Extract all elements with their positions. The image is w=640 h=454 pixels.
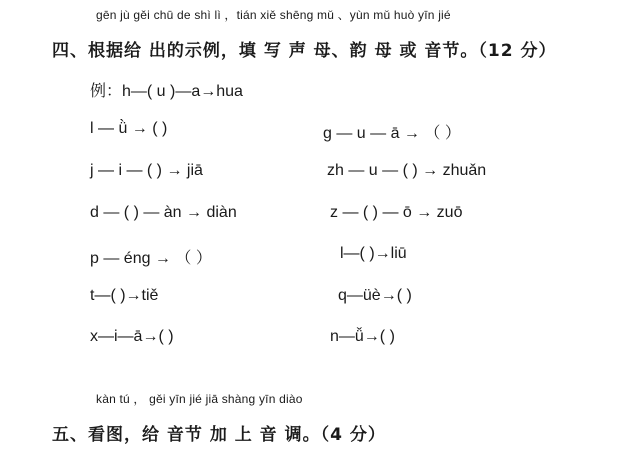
section-5-heading: 五、看图，给 音节 加 上 音 调。（4 分） [52, 425, 386, 445]
exercise-item: x—i—ā→( ) [90, 328, 174, 345]
exercise-item: d — ( ) — àn → diàn [90, 204, 237, 221]
exercise-item: p — éng → （ ） [90, 250, 212, 267]
exercise-item: q—üè→( ) [338, 287, 412, 304]
exercise-item: j — i — ( ) → jiā [90, 162, 203, 179]
exercise-item: zh — u — ( ) → zhuǎn [327, 162, 487, 179]
exercise-item: z — ( ) — ō → zuō [330, 204, 463, 221]
exercise-item: l—( )→liū [340, 245, 407, 262]
example-line: 例：h—( u )—a→hua [90, 83, 243, 100]
exercise-item: t—( )→tiě [90, 287, 159, 304]
exercise-item: l — ǜ → ( ) [90, 120, 168, 137]
pinyin-annotation-top: gēn jù gěi chū de shì lì ，tián xiě shēng mǔ 、yùn mǔ huò yīn jié [96, 8, 451, 22]
exercise-item: g — u — ā → （ ） [323, 125, 461, 142]
pinyin-annotation-bottom: kàn tú ， gěi yīn jié jiā shàng yīn diào [96, 392, 303, 406]
exercise-item: n—ǚ→( ) [330, 328, 395, 345]
section-4-heading: 四、根据给 出的示例，填 写 声 母、韵 母 或 音节。（12 分） [52, 41, 557, 61]
